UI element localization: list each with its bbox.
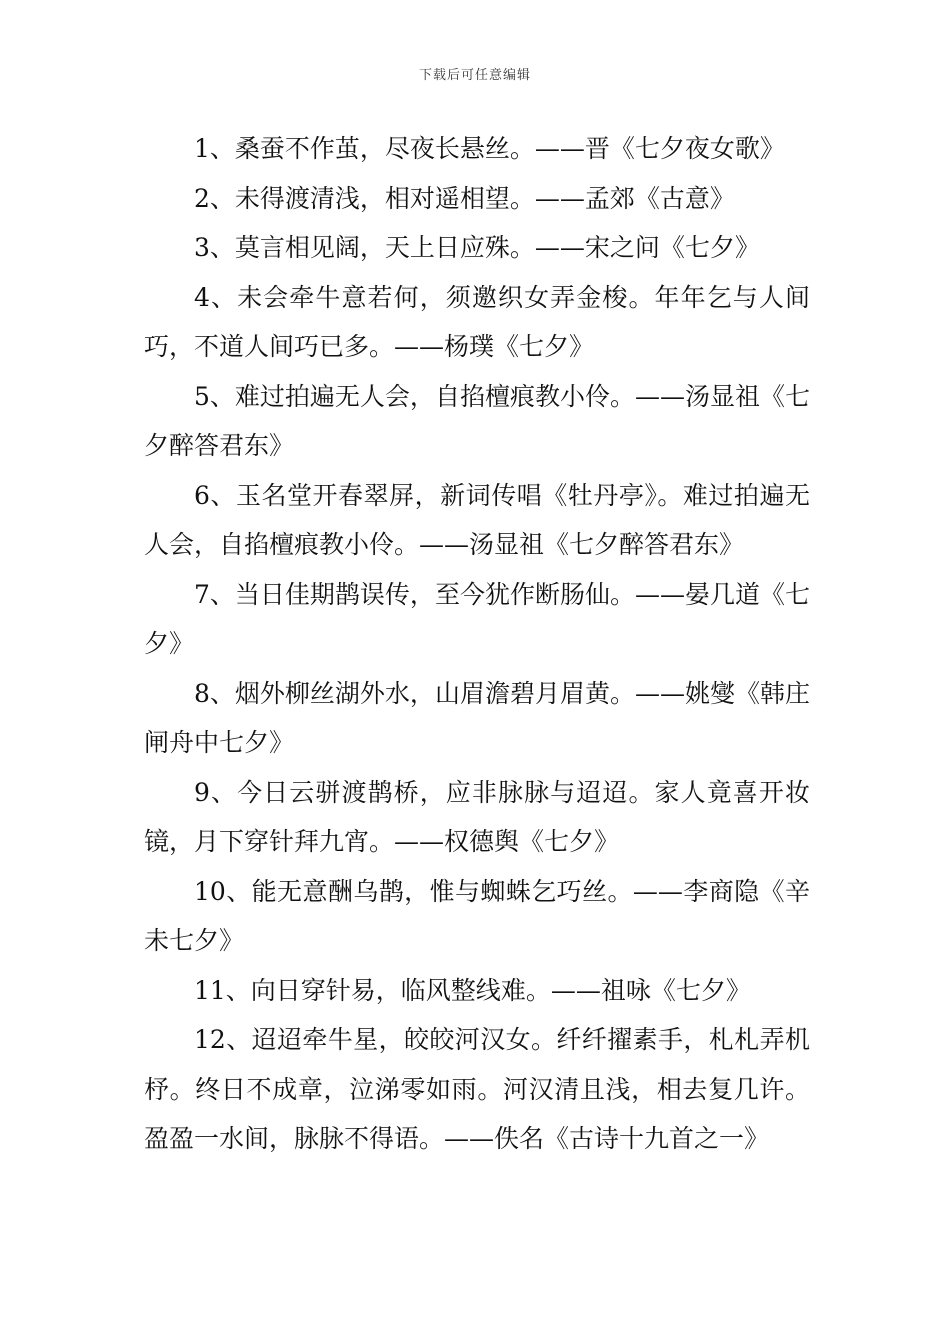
document-body bbox=[144, 124, 810, 1164]
poem-line-12: 12、迢迢牵牛星，皎皎河汉女。纤纤擢素手，札札弄机杼。终日不成章，泣涕零如雨。河汉清且浅，相去复几许。盈盈一水间，脉脉不得语。——佚名《古诗十九首之一》 bbox=[144, 1025, 810, 1153]
poem-line-2: 2、未得渡清浅，相对遥相望。——孟郊《古意》 bbox=[194, 183, 735, 213]
poem-line-6: 6、玉名堂开春翠屏，新词传唱《牡丹亭》。难过拍遍无人会，自掐檀痕教小伶。——汤显祖《七夕醉答君东》 bbox=[144, 480, 810, 559]
poem-line-10: 10、能无意酬乌鹊，惟与蜘蛛乞巧丝。——李商隐《辛未七夕》 bbox=[144, 876, 810, 955]
poem-line-7: 7、当日佳期鹊误传，至今犹作断肠仙。——晏几道《七夕》 bbox=[144, 579, 810, 658]
poem-line-1: 1、桑蚕不作茧，尽夜长悬丝。——晋《七夕夜女歌》 bbox=[194, 134, 785, 163]
poem-line-11: 11、向日穿针易，临风整线难。——祖咏《七夕》 bbox=[194, 975, 751, 1005]
poem-line-9: 9、今日云骈渡鹊桥，应非脉脉与迢迢。家人竟喜开妆镜，月下穿针拜九宵。——权德舆《七夕》 bbox=[144, 777, 810, 856]
poem-line-3: 3、莫言相见阔，天上日应殊。——宋之问《七夕》 bbox=[194, 233, 760, 262]
poem-line-4: 4、未会牵牛意若何，须邀织女弄金梭。年年乞与人间巧，不道人间巧已多。——杨璞《七夕》 bbox=[144, 282, 810, 361]
poem-line-8: 8、烟外柳丝湖外水，山眉澹碧月眉黄。——姚燮《韩庄闸舟中七夕》 bbox=[144, 678, 810, 757]
poem-line-5: 5、难过拍遍无人会，自掐檀痕教小伶。——汤显祖《七夕醉答君东》 bbox=[144, 381, 810, 460]
page-header: 下载后可任意编辑 bbox=[418, 68, 531, 83]
